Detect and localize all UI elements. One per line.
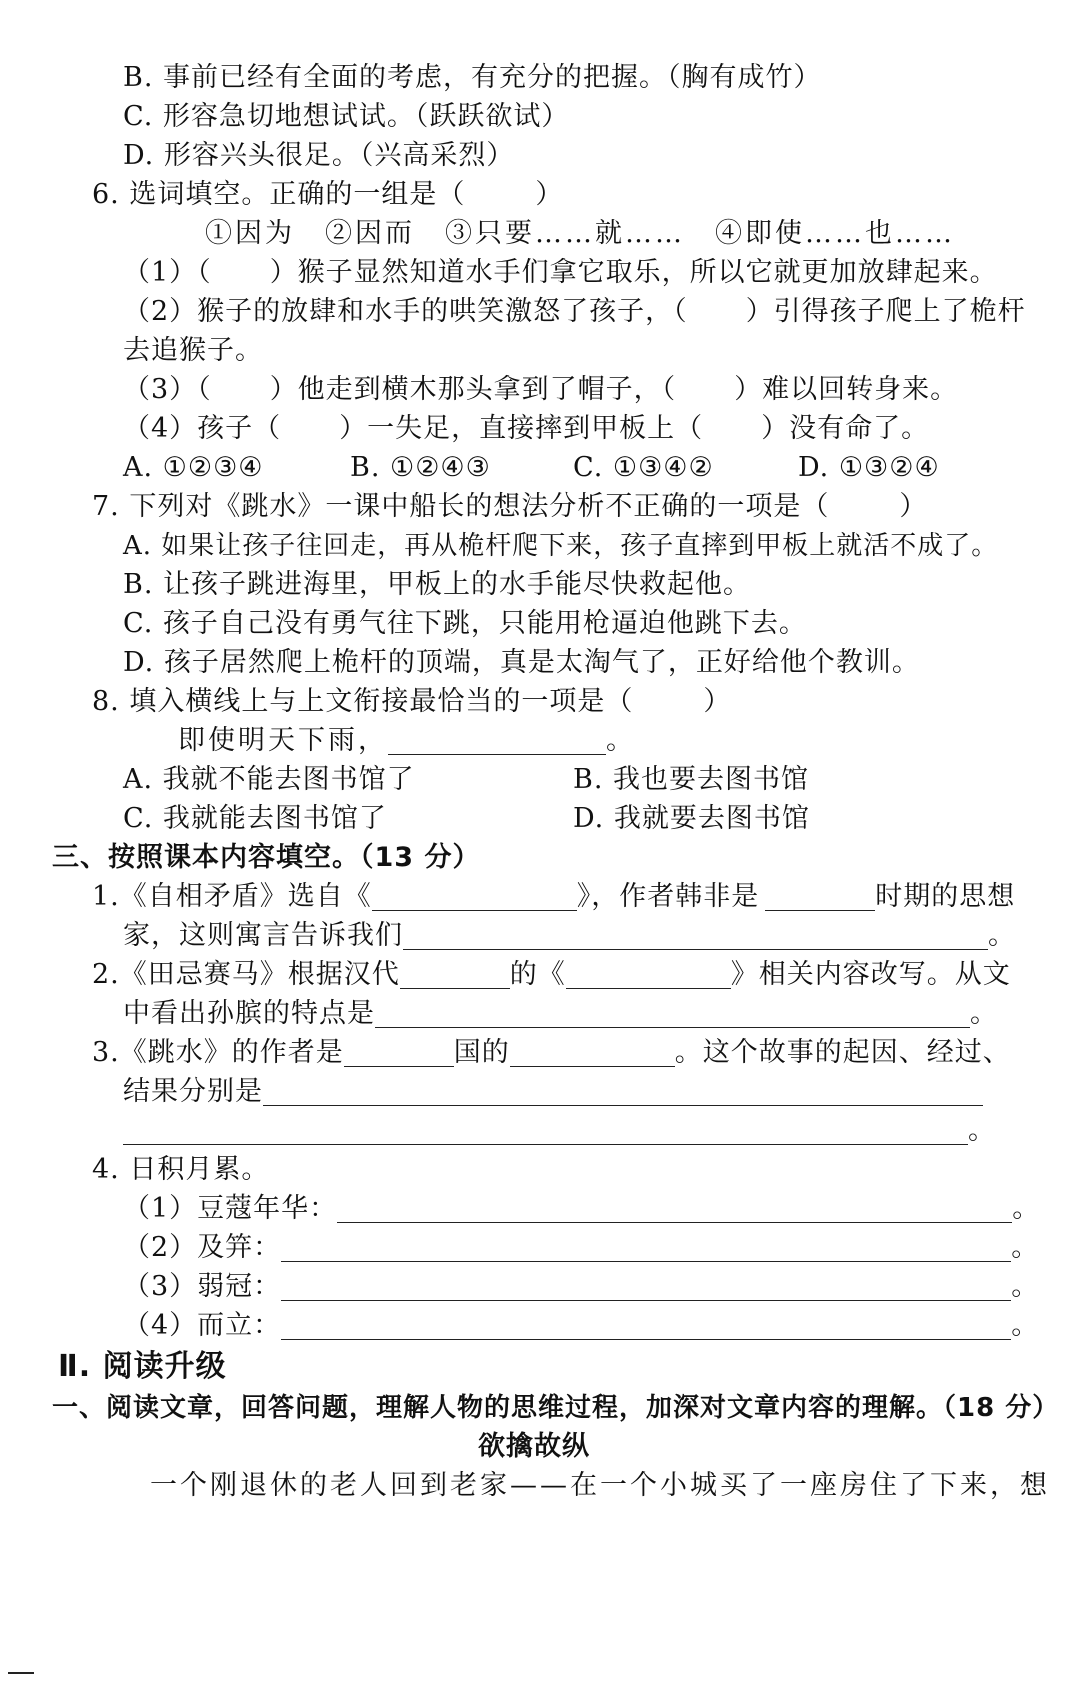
s3-q4-item-3: （3）弱冠： 。 [123, 1271, 1040, 1302]
q6-sentence-4: （4）孩子（ ）一失足，直接摔到甲板上（ ）没有命了。 [123, 413, 930, 444]
article-paragraph: 一个刚退休的老人回到老家——在一个小城买了一座房住了下来，想 [150, 1470, 1050, 1501]
answer-blank[interactable] [281, 1233, 1011, 1262]
answer-blank[interactable] [375, 999, 970, 1028]
answer-blank[interactable] [281, 1311, 1011, 1340]
s3-q1-line1: 1.《自相矛盾》选自《 》，作者韩非是 时期的思想 [92, 881, 1016, 912]
q8-option-b[interactable]: B. 我也要去图书馆 [573, 764, 810, 795]
answer-blank[interactable] [400, 960, 510, 989]
q6-sentence-2-cont: 去追猴子。 [123, 335, 263, 366]
s3-q1-line2: 家，这则寓言告诉我们 。 [123, 920, 1016, 951]
answer-blank[interactable] [263, 1077, 983, 1106]
q6-sentence-2: （2）猴子的放肆和水手的哄笑激怒了孩子，（ ）引得孩子爬上了桅杆 [123, 296, 1026, 327]
answer-blank[interactable] [337, 1194, 1012, 1223]
q8-stem: 8. 填入横线上与上文衔接最恰当的一项是（ ） [92, 686, 732, 717]
s3-q4-item-2: （2）及笄： 。 [123, 1232, 1040, 1263]
answer-blank[interactable] [281, 1272, 1011, 1301]
article-title: 欲擒故纵 [478, 1431, 590, 1462]
s3-q4-item-1: （1）豆蔻年华： 。 [123, 1193, 1041, 1224]
s3-q2-line2: 中看出孙膑的特点是 。 [123, 998, 998, 1029]
q6-option-a[interactable]: A. ①②③④ [123, 452, 264, 483]
answer-blank[interactable] [403, 921, 988, 950]
part2-question-1: 一、阅读文章，回答问题，理解人物的思维过程，加深对文章内容的理解。（18 分） [52, 1393, 1060, 1423]
q7-option-b[interactable]: B. 让孩子跳进海里，甲板上的水手能尽快救起他。 [123, 569, 752, 600]
q6-option-d[interactable]: D. ①③②④ [798, 452, 940, 483]
answer-blank[interactable] [344, 1038, 454, 1067]
q8-option-d[interactable]: D. 我就要去图书馆 [573, 803, 810, 834]
q5-option-b: B. 事前已经有全面的考虑，有充分的把握。（胸有成竹） [123, 62, 822, 93]
answer-blank[interactable] [388, 726, 606, 755]
answer-blank[interactable] [123, 1116, 968, 1145]
s3-q2-line1: 2.《田忌赛马》根据汉代 的《 》相关内容改写。从文 [92, 959, 1011, 990]
answer-blank[interactable] [510, 1038, 675, 1067]
q8-option-a[interactable]: A. 我就不能去图书馆了 [123, 764, 415, 795]
answer-blank[interactable] [566, 960, 731, 989]
q6-sentence-3: （3）（ ）他走到横木那头拿到了帽子，（ ）难以回转身来。 [123, 374, 959, 405]
section3-heading: 三、按照课本内容填空。（13 分） [52, 842, 481, 873]
q6-sentence-1: （1）（ ）猴子显然知道水手们拿它取乐，所以它就更加放肆起来。 [123, 257, 998, 288]
q7-option-d[interactable]: D. 孩子居然爬上桅杆的顶端，真是太淘气了，正好给他个教训。 [123, 647, 920, 678]
part2-heading: Ⅱ. 阅读升级 [58, 1349, 227, 1384]
q8-option-c[interactable]: C. 我就能去图书馆了 [123, 803, 387, 834]
answer-blank[interactable] [372, 882, 577, 911]
q7-stem: 7. 下列对《跳水》一课中船长的想法分析不正确的一项是（ ） [92, 491, 928, 522]
q7-option-a[interactable]: A. 如果让孩子往回走，再从桅杆爬下来，孩子直摔到甲板上就活不成了。 [123, 531, 999, 561]
q6-word-choices: ①因为 ②因而 ③只要……就…… ④即使……也…… [205, 218, 955, 249]
page-edge-mark [8, 1672, 34, 1674]
answer-blank[interactable] [765, 882, 875, 911]
s3-q3-line3: 。 [123, 1111, 996, 1151]
q5-option-d: D. 形容兴头很足。（兴高采烈） [123, 140, 515, 171]
q6-option-b[interactable]: B. ①②④③ [350, 452, 491, 483]
s3-q4-item-4: （4）而立： 。 [123, 1310, 1040, 1341]
s3-q3-line2: 结果分别是 [123, 1072, 983, 1112]
q7-option-c[interactable]: C. 孩子自己没有勇气往下跳，只能用枪逼迫他跳下去。 [123, 608, 807, 639]
s3-q3-line1: 3.《跳水》的作者是 国的 。这个故事的起因、经过、 [92, 1037, 1011, 1068]
q8-sentence: 即使明天下雨， 。 [178, 725, 636, 756]
q6-option-c[interactable]: C. ①③④② [573, 452, 714, 483]
s3-q4-heading: 4. 日积月累。 [92, 1154, 270, 1185]
q6-stem: 6. 选词填空。正确的一组是（ ） [92, 179, 564, 210]
q5-option-c: C. 形容急切地想试试。（跃跃欲试） [123, 101, 570, 132]
